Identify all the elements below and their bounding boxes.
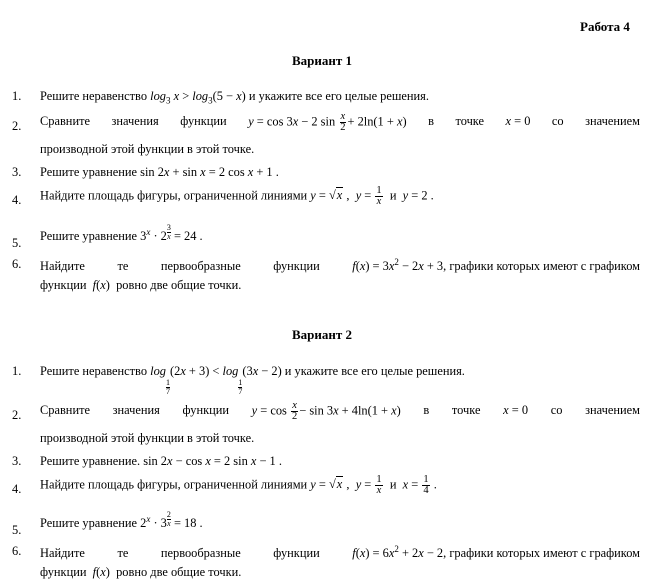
task-number: 1. [12, 89, 22, 103]
task-number: 1. [12, 364, 22, 378]
variant-1-title: Вариант 1 [292, 53, 353, 68]
task-v2-6: Найдите те первообразные функции $f(x) = 6x^2 + 2x - 2$, графики которых имеют с графиком функции f(x) ровно две общие точки. [40, 544, 640, 580]
task-number: 5. [12, 523, 22, 537]
task-v2-1: Решите неравенство log $\frac{1}{7}$ (2x + 3) < log $\frac{1}{7}$ (3x − 2) и укажите все его целые решения. [40, 364, 465, 396]
task-v2-3: Решите уравнение. sin 2x − cos x = 2 sin x − 1 . [40, 454, 282, 468]
task-v1-4: Найдите площадь фигуры, ограниченной линиями y = √ x , y = $\frac{1}{x}$ и y = 2 . [40, 185, 434, 207]
task-number: 6. [12, 544, 22, 558]
task-number: 4. [12, 482, 22, 496]
task-v1-1: Решите неравенство $\log_3 x > \log_3(5 - x)$ и укажите все его целые решения. [40, 89, 429, 106]
task-v2-5: Решите уравнение $2^x \cdot 3$ $\frac{2}{x}$ = 18 . [40, 510, 203, 530]
task-v1-3: Решите уравнение sin 2x + sin x = 2 cos x + 1 . [40, 165, 279, 179]
task-v1-2: Сравните значения функции y = cos 3x − 2 sin $\frac{x}{2}$ + 2ln(1 + x) в точке x = 0 со значением производной этой функции в этой точке. [40, 111, 640, 156]
variant-2-title: Вариант 2 [292, 327, 353, 342]
task-number: 2. [12, 408, 22, 422]
task-number: 3. [12, 165, 22, 179]
task-v1-5: Решите уравнение $3^x \cdot 2$ $\frac{3}{x}$ = 24 . [40, 223, 203, 243]
task-number: 2. [12, 119, 22, 133]
work-title: Работа 4 [580, 19, 630, 34]
task-v2-4: Найдите площадь фигуры, ограниченной линиями y = √ x , y = $\frac{1}{x}$ и x = $\frac{1}{4}$ . [40, 474, 437, 496]
task-number: 6. [12, 257, 22, 271]
task-number: 4. [12, 193, 22, 207]
task-number: 3. [12, 454, 22, 468]
task-v2-2: Сравните значения функции y = cos $\frac{x}{2}$ − sin 3x + 4ln(1 + x) в точке x = 0 со значением производной этой функции в этой точке. [40, 400, 640, 445]
task-number: 5. [12, 236, 22, 250]
task-v1-6: Найдите те первообразные функции $f(x) = 3x^2 - 2x + 3$, графики которых имеют с графиком функции f(x) ровно две общие точки. [40, 257, 640, 293]
